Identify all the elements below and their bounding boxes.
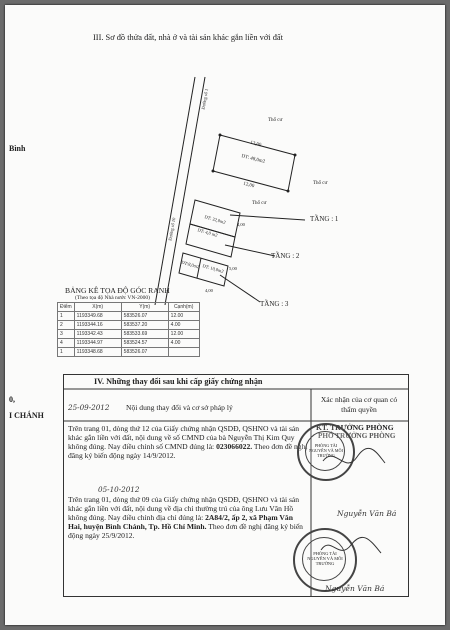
certificate-page <box>5 5 445 625</box>
table-cell: 1 <box>58 348 75 357</box>
margin-text-chanh: I CHÁNH <box>9 411 44 420</box>
dim-low: 4,00 <box>205 288 213 293</box>
floor-label-2: TẦNG : 2 <box>271 252 300 260</box>
coord-header-cell: Y(m) <box>121 303 168 312</box>
col-date: 25-09-2012 <box>68 403 110 412</box>
margin-text-binh: Bình <box>9 144 26 153</box>
coord-header-cell: Điểm <box>58 303 75 312</box>
dim-side: 5,00 <box>229 266 237 271</box>
table-cell: 1193348.68 <box>74 348 121 357</box>
coord-header-cell: Cạnh(m) <box>168 303 199 312</box>
seal-text: PHÒNG TÀI NGUYÊN VÀ MÔI TRƯỜNG <box>309 443 343 458</box>
table-cell: 4 <box>58 339 75 348</box>
section-iii-title: III. Sơ đồ thửa đất, nhà ở và tài sản khác gắn liền với đất <box>93 33 283 42</box>
change-date-2: 05-10-2012 <box>98 485 140 494</box>
confirm-title: KT. TRƯỞNG PHÒNG <box>316 423 394 432</box>
table-cell: 1193349.68 <box>74 312 121 321</box>
dim-mid: 4,00 <box>237 222 245 227</box>
col-confirm: Xác nhận của cơ quan có thẩm quyền <box>320 395 398 414</box>
parcel-area-top: DT: 48,0m2 <box>240 154 266 165</box>
parcel-area-low2: DT:8,0m2 <box>180 259 200 270</box>
dim-bottom: 12,00 <box>242 181 255 190</box>
table-cell: 1 <box>58 312 75 321</box>
confirm-subtitle: PHÓ TRƯỞNG PHÒNG <box>318 432 396 440</box>
dim-top: 12,00 <box>249 140 262 149</box>
table-cell: 583526.07 <box>121 312 168 321</box>
parcel-area-mid2: DT: 4,0 m2 <box>196 227 219 238</box>
entry-1-tail: Theo đơn đề nghị đăng ký biến động ngày 14/9/2012. <box>68 442 308 460</box>
table-cell: 583526.07 <box>121 348 168 357</box>
table-cell: 4.00 <box>168 321 199 330</box>
table-cell: 1193344.97 <box>74 339 121 348</box>
label-tho-cu-top: Thổ cư <box>268 118 283 123</box>
table-cell: 583533.69 <box>121 330 168 339</box>
entry-2-tail: Theo đơn đề nghị đăng ký biến động ngày 25/9/2012. <box>68 522 303 540</box>
table-cell: 583524.57 <box>121 339 168 348</box>
coord-table-subtitle: (Theo tọa độ Nhà nước VN-2000) <box>75 295 150 301</box>
entry-2-address: 2A84/2, ấp 2, xã Phạm Văn Hai, huyện Bình Chánh, Tp. Hồ Chí Minh. <box>68 513 293 531</box>
table-cell: 583537.20 <box>121 321 168 330</box>
signer-name-1: Nguyễn Văn Bá <box>337 509 397 518</box>
entry-1-text: Trên trang 01, dòng thứ 12 của Giấy chứng nhận QSDĐ, QSHNO và tài sản khác gắn liền với đất, nội dung về số CMND của bà Nguyễn Thị Kim Quy không đúng. Nay điều chỉnh số CMND đúng là: <box>68 424 300 451</box>
parcel-area-mid1: DT: 32,0m2 <box>203 214 227 225</box>
margin-text-o: 0, <box>9 395 15 404</box>
coord-table-title: BẢNG KÊ TỌA ĐỘ GÓC RANH <box>65 286 170 295</box>
entry-2-text: Trên trang 01, dòng thứ 09 của Giấy chứng nhận QSDĐ, QSHNO và tài sản khác gắn liền với đất, nội dung về địa chỉ thường trú của ông Lưu Văn Hồ không đúng. Nay điều chỉnh địa chỉ đúng là: <box>68 495 300 522</box>
road-label-right: Đường số 1 <box>200 88 210 110</box>
floor-label-1: TẦNG : 1 <box>310 215 339 223</box>
seal-text: PHÒNG TÀI NGUYÊN VÀ MÔI TRƯỜNG <box>307 551 343 566</box>
table-cell: 12.00 <box>168 312 199 321</box>
road-label-left: Đường số 10 <box>167 217 177 242</box>
entry-1-id: 023066022. <box>216 442 253 451</box>
table-cell: 1193344.16 <box>74 321 121 330</box>
signer-name-2: Nguyễn Văn Bá <box>325 584 385 593</box>
table-cell: 4.00 <box>168 339 199 348</box>
table-cell: 12.00 <box>168 330 199 339</box>
col-content: Nội dung thay đổi và cơ sở pháp lý <box>126 403 233 412</box>
table-cell: 1193342.43 <box>74 330 121 339</box>
label-tho-cu-mid: Thổ cư <box>252 201 267 206</box>
parcel-area-low1: DT: 10,0m2 <box>201 263 225 274</box>
table-cell: 2 <box>58 321 75 330</box>
label-tho-cu-right: Thổ cư <box>313 181 328 186</box>
section-iv-title: IV. Những thay đổi sau khi cấp giấy chứng nhận <box>94 377 263 386</box>
coord-header-cell: X(m) <box>74 303 121 312</box>
table-cell: 3 <box>58 330 75 339</box>
signature-scribble <box>5 5 445 625</box>
floor-label-3: TẦNG : 3 <box>260 300 289 308</box>
